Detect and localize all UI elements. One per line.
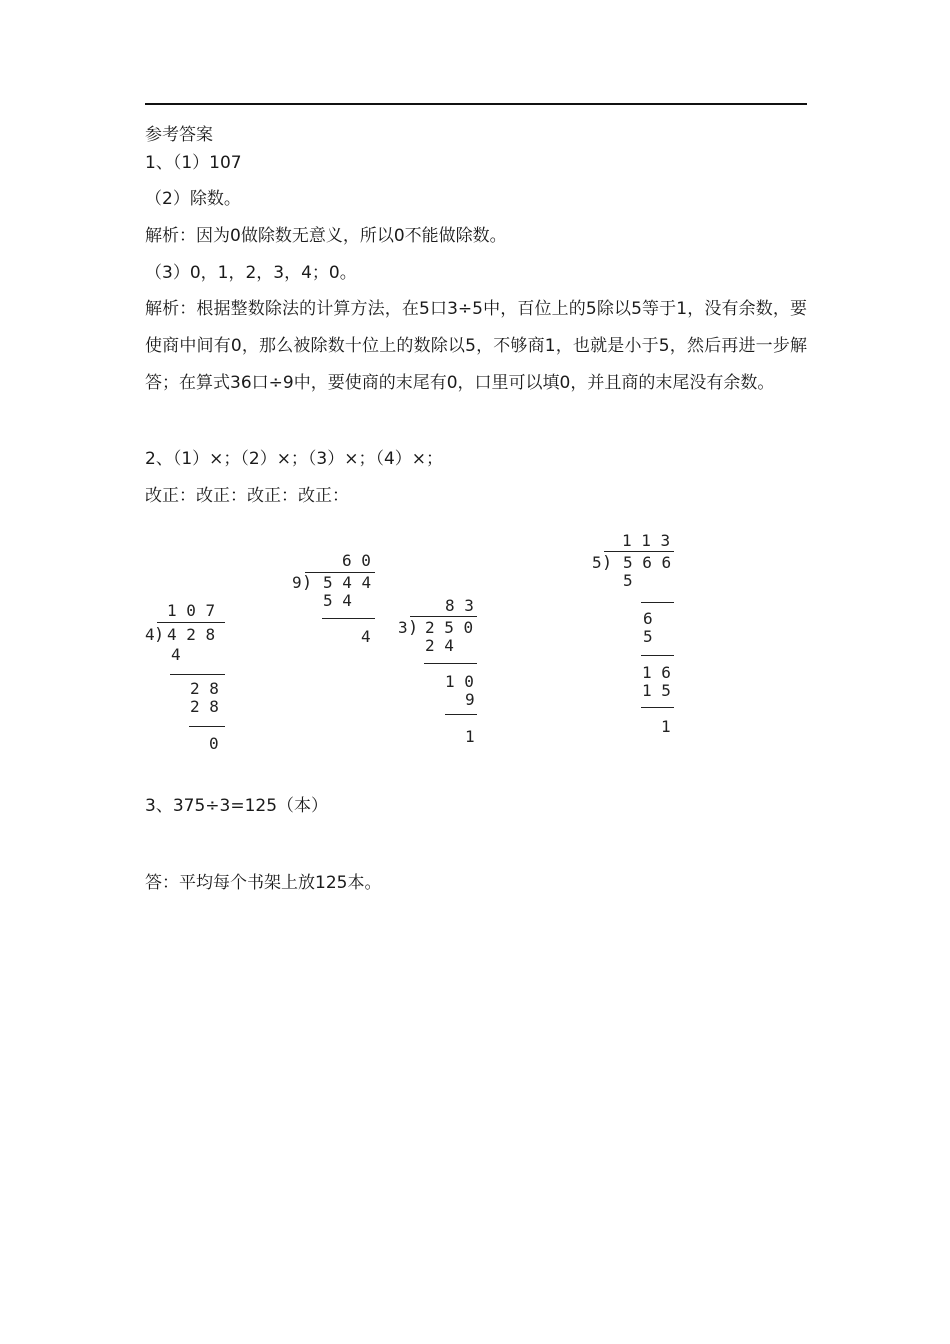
- step: 5: [623, 571, 633, 590]
- division-bar: [410, 616, 477, 617]
- header-rule: [145, 103, 807, 105]
- step: 1 0: [445, 672, 474, 691]
- step: 1 6: [642, 663, 671, 682]
- q1-part2: （2）除数。: [145, 189, 241, 209]
- step-rule: [424, 663, 477, 664]
- step: 5: [643, 627, 653, 646]
- step-rule: [641, 602, 674, 603]
- remainder: 1: [661, 717, 671, 736]
- step: 4: [171, 645, 181, 664]
- step: 2 8: [190, 697, 219, 716]
- step: 2 8: [190, 679, 219, 698]
- division-bracket: ): [154, 625, 165, 645]
- q2-corrections: 改正：改正：改正：改正：: [145, 486, 349, 506]
- q1-part3-explanation: 解析：根据整数除法的计算方法，在5口3÷5中，百位上的5除以5等于1，没有余数，要使商中间有0，那么被除数十位上的数除以5，不够商1，也就是小于5，然后再进一步解答；在算式36口÷9中，要使商的末尾有0，口里可以填0，并且商的末尾没有余数。: [145, 299, 807, 393]
- remainder: 1: [465, 727, 475, 746]
- q3-answer: 答：平均每个书架上放125本。: [145, 873, 382, 893]
- step: 9: [465, 690, 475, 709]
- step-rule: [641, 655, 674, 656]
- quotient: 1 0 7: [167, 601, 216, 620]
- q1-part1: 1、（1）107: [145, 153, 242, 173]
- divisor: 9: [292, 573, 302, 592]
- step-rule: [189, 726, 225, 727]
- step: 2 4: [425, 636, 454, 655]
- dividend: 5 6 6: [623, 553, 672, 572]
- dividend: 4 2 8: [167, 625, 216, 644]
- remainder: 0: [209, 734, 219, 753]
- step-rule: [322, 618, 375, 619]
- q1-part3: （3）0，1，2，3，4；0。: [145, 263, 357, 283]
- dividend: 2 5 0: [425, 618, 474, 637]
- quotient: 1 1 3: [622, 531, 671, 550]
- long-division-544-by-9: [292, 550, 382, 650]
- long-division-428-by-4: [145, 600, 235, 760]
- step-rule: [445, 714, 477, 715]
- q1-part2-explanation: 解析：因为0做除数无意义，所以0不能做除数。: [145, 226, 507, 246]
- step-rule: [170, 674, 225, 675]
- division-bracket: ): [602, 553, 613, 573]
- long-division-566-by-5: [592, 530, 682, 740]
- step: 1 5: [642, 681, 671, 700]
- step-rule: [641, 707, 674, 708]
- step: 6: [643, 609, 653, 628]
- division-bar: [157, 622, 225, 623]
- q3-equation: 3、375÷3=125（本）: [145, 796, 329, 816]
- remainder: 4: [361, 627, 371, 646]
- step: 5 4: [323, 591, 352, 610]
- division-bar: [604, 551, 674, 552]
- answer-heading: 参考答案: [145, 125, 213, 145]
- quotient: 6 0: [342, 551, 371, 570]
- long-division-250-by-3: [398, 595, 488, 755]
- dividend: 5 4 4: [323, 573, 372, 592]
- divisor: 3: [398, 618, 408, 637]
- division-bracket: ): [408, 618, 419, 638]
- division-bracket: ): [302, 573, 313, 593]
- q2-answers: 2、（1）×；（2）×；（3）×；（4）×；: [145, 449, 444, 469]
- divisor: 4: [145, 625, 155, 644]
- quotient: 8 3: [445, 596, 474, 615]
- divisor: 5: [592, 553, 602, 572]
